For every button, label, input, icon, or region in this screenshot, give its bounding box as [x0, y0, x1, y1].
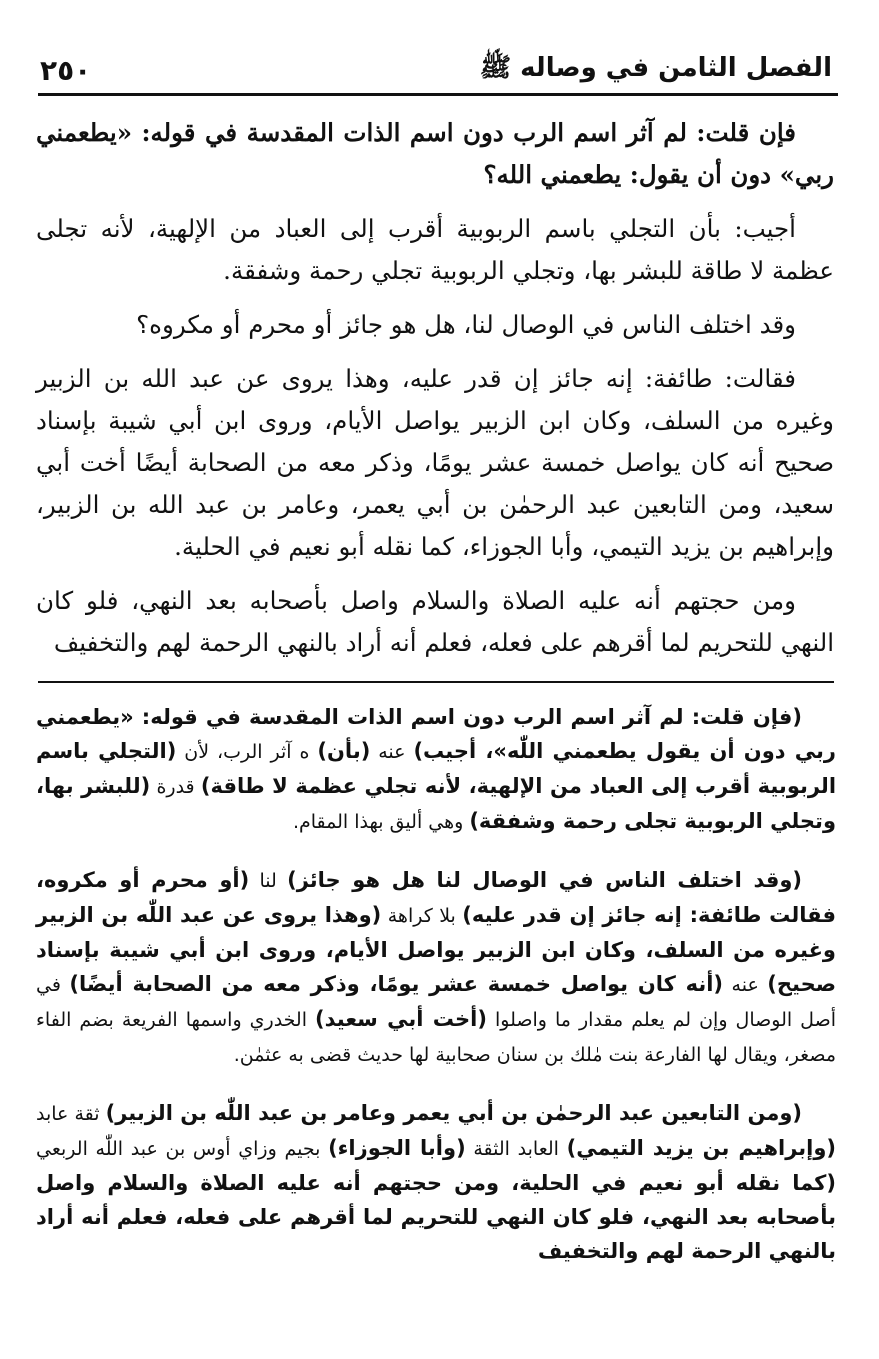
- quoted-text: (ومن التابعين عبد الرحمٰن بن أبي يعمر وعامر بن عبد اللّٰه بن الزبير): [105, 1101, 802, 1125]
- page-number: ٢٥٠: [40, 53, 92, 87]
- commentary-gloss: لنا: [249, 870, 288, 892]
- quoted-text: (وقد اختلف الناس في الوصال لنا هل هو جائز): [287, 868, 802, 892]
- quoted-text: (للبشر بها، وتجلي الربوبية تجلى رحمة وشفقة): [36, 774, 836, 833]
- commentary-gloss: عنه: [723, 974, 768, 996]
- running-title: الفصل الثامن في وصاله ﷺ: [479, 53, 832, 83]
- quoted-text: (بأن): [317, 739, 371, 763]
- quoted-text: (أخت أبي سعيد): [315, 1007, 487, 1031]
- quoted-text: (أو محرم أو مكروه، فقالت طائفة: إنه جائز إن قدر عليه): [36, 868, 836, 927]
- main-paragraph-5: ومن حجتهم أنه عليه الصلاة والسلام واصل بأصحابه بعد النهي، فلو كان النهي للتحريم لما أقرهم على فعله، فعلم أنه أراد بالنهي الرحمة لهم والتخفيف: [36, 586, 834, 657]
- commentary-gloss: بجيم وزاي أوس بن عبد اللّٰه الربعي: [36, 1138, 329, 1160]
- commentary-gloss: قدرة: [150, 776, 201, 798]
- main-paragraph-1: فإن قلت: لم آثر اسم الرب دون اسم الذات المقدسة في قوله: «يطعمني ربي» دون أن يقول: يطعمني الله؟: [36, 118, 834, 189]
- commentary-paragraph-3: [36, 1096, 836, 1268]
- commentary-paragraph-2: [36, 863, 836, 1072]
- main-paragraph-2: أجيب: بأن التجلي باسم الربوبية أقرب إلى العباد من الإلهية، لأنه تجلى عظمة لا طاقة للبشر بها، وتجلي الربوبية تجلي رحمة وشفقة.: [36, 214, 834, 285]
- commentary-gloss: عنه: [370, 741, 414, 763]
- commentary-paragraph-1: [36, 700, 836, 839]
- main-paragraph-3: وقد اختلف الناس في الوصال لنا، هل هو جائز أو محرم أو مكروه؟: [136, 310, 796, 339]
- commentary-separator: [38, 681, 834, 683]
- quoted-text: (التجلي باسم الربوبية أقرب إلى العباد من الإلهية، لأنه تجلي عظمة لا طاقة): [36, 739, 837, 798]
- commentary-text: [36, 700, 836, 1292]
- commentary-gloss: بلا كراهة: [381, 905, 463, 927]
- commentary-gloss: وهي أليق بهذا المقام.: [292, 811, 470, 833]
- quoted-text: (وإبراهيم بن يزيد التيمي): [566, 1136, 836, 1160]
- quoted-text: (أنه كان يواصل خمسة عشر يومًا، وذكر معه من الصحابة أيضًا): [69, 972, 724, 996]
- main-paragraph-4: فقالت: طائفة: إنه جائز إن قدر عليه، وهذا يروى عن عبد الله بن الزبير وغيره من السلف، وكان ابن الزبير يواصل الأيام، وروى ابن أبي شيبة بإسناد صحيح أنه كان يواصل خمسة عشر يومًا، وذكر معه من الصحابة أيضًا أخت أبي سعيد، ومن التابعين عبد الرحمٰن بن أبي يعمر، وعامر بن عبد الله بن الزبير، وإبراهيم بن يزيد التيمي، وأبا الجوزاء، كما نقله أبو نعيم في الحلية.: [36, 364, 834, 561]
- quoted-text: (كما نقله أبو نعيم في الحلية، ومن حجتهم أنه عليه الصلاة والسلام واصل بأصحابه بعد النهي، فلو كان النهي للتحريم لما أقرهم على فعله، فعلم أنه أراد بالنهي الرحمة لهم والتخفيف: [36, 1171, 836, 1263]
- page-header: [40, 48, 832, 92]
- quoted-text: (وأبا الجوزاء): [328, 1136, 466, 1160]
- main-text: [36, 112, 834, 676]
- quoted-text: (فإن قلت: لم آثر اسم الرب دون اسم الذات المقدسة في قوله: «يطعمني ربي دون أن يقول يطعمني اللّٰه»، أجيب): [36, 705, 836, 763]
- commentary-gloss: العابد الثقة: [465, 1138, 567, 1160]
- quoted-text: (وهذا يروى عن عبد اللّٰه بن الزبير وغيره من السلف، وكان ابن الزبير يواصل الأيام، وروى ابن أبي شيبة بإسناد صحيح): [36, 903, 836, 996]
- commentary-gloss: ثقة عابد: [36, 1103, 106, 1125]
- header-rule: [38, 93, 838, 96]
- commentary-gloss: ه آثر الرب، لأن: [176, 741, 318, 763]
- commentary-gloss: الخدري واسمها الفريعة بضم الفاء مصغر، ويقال لها الفارعة بنت مٰلك بن سنان صحابية لها حديث قضى به عثمٰن.: [36, 1009, 836, 1066]
- commentary-gloss: في أصل الوصال وإن لم يعلم مقدار ما واصلوا: [36, 974, 836, 1031]
